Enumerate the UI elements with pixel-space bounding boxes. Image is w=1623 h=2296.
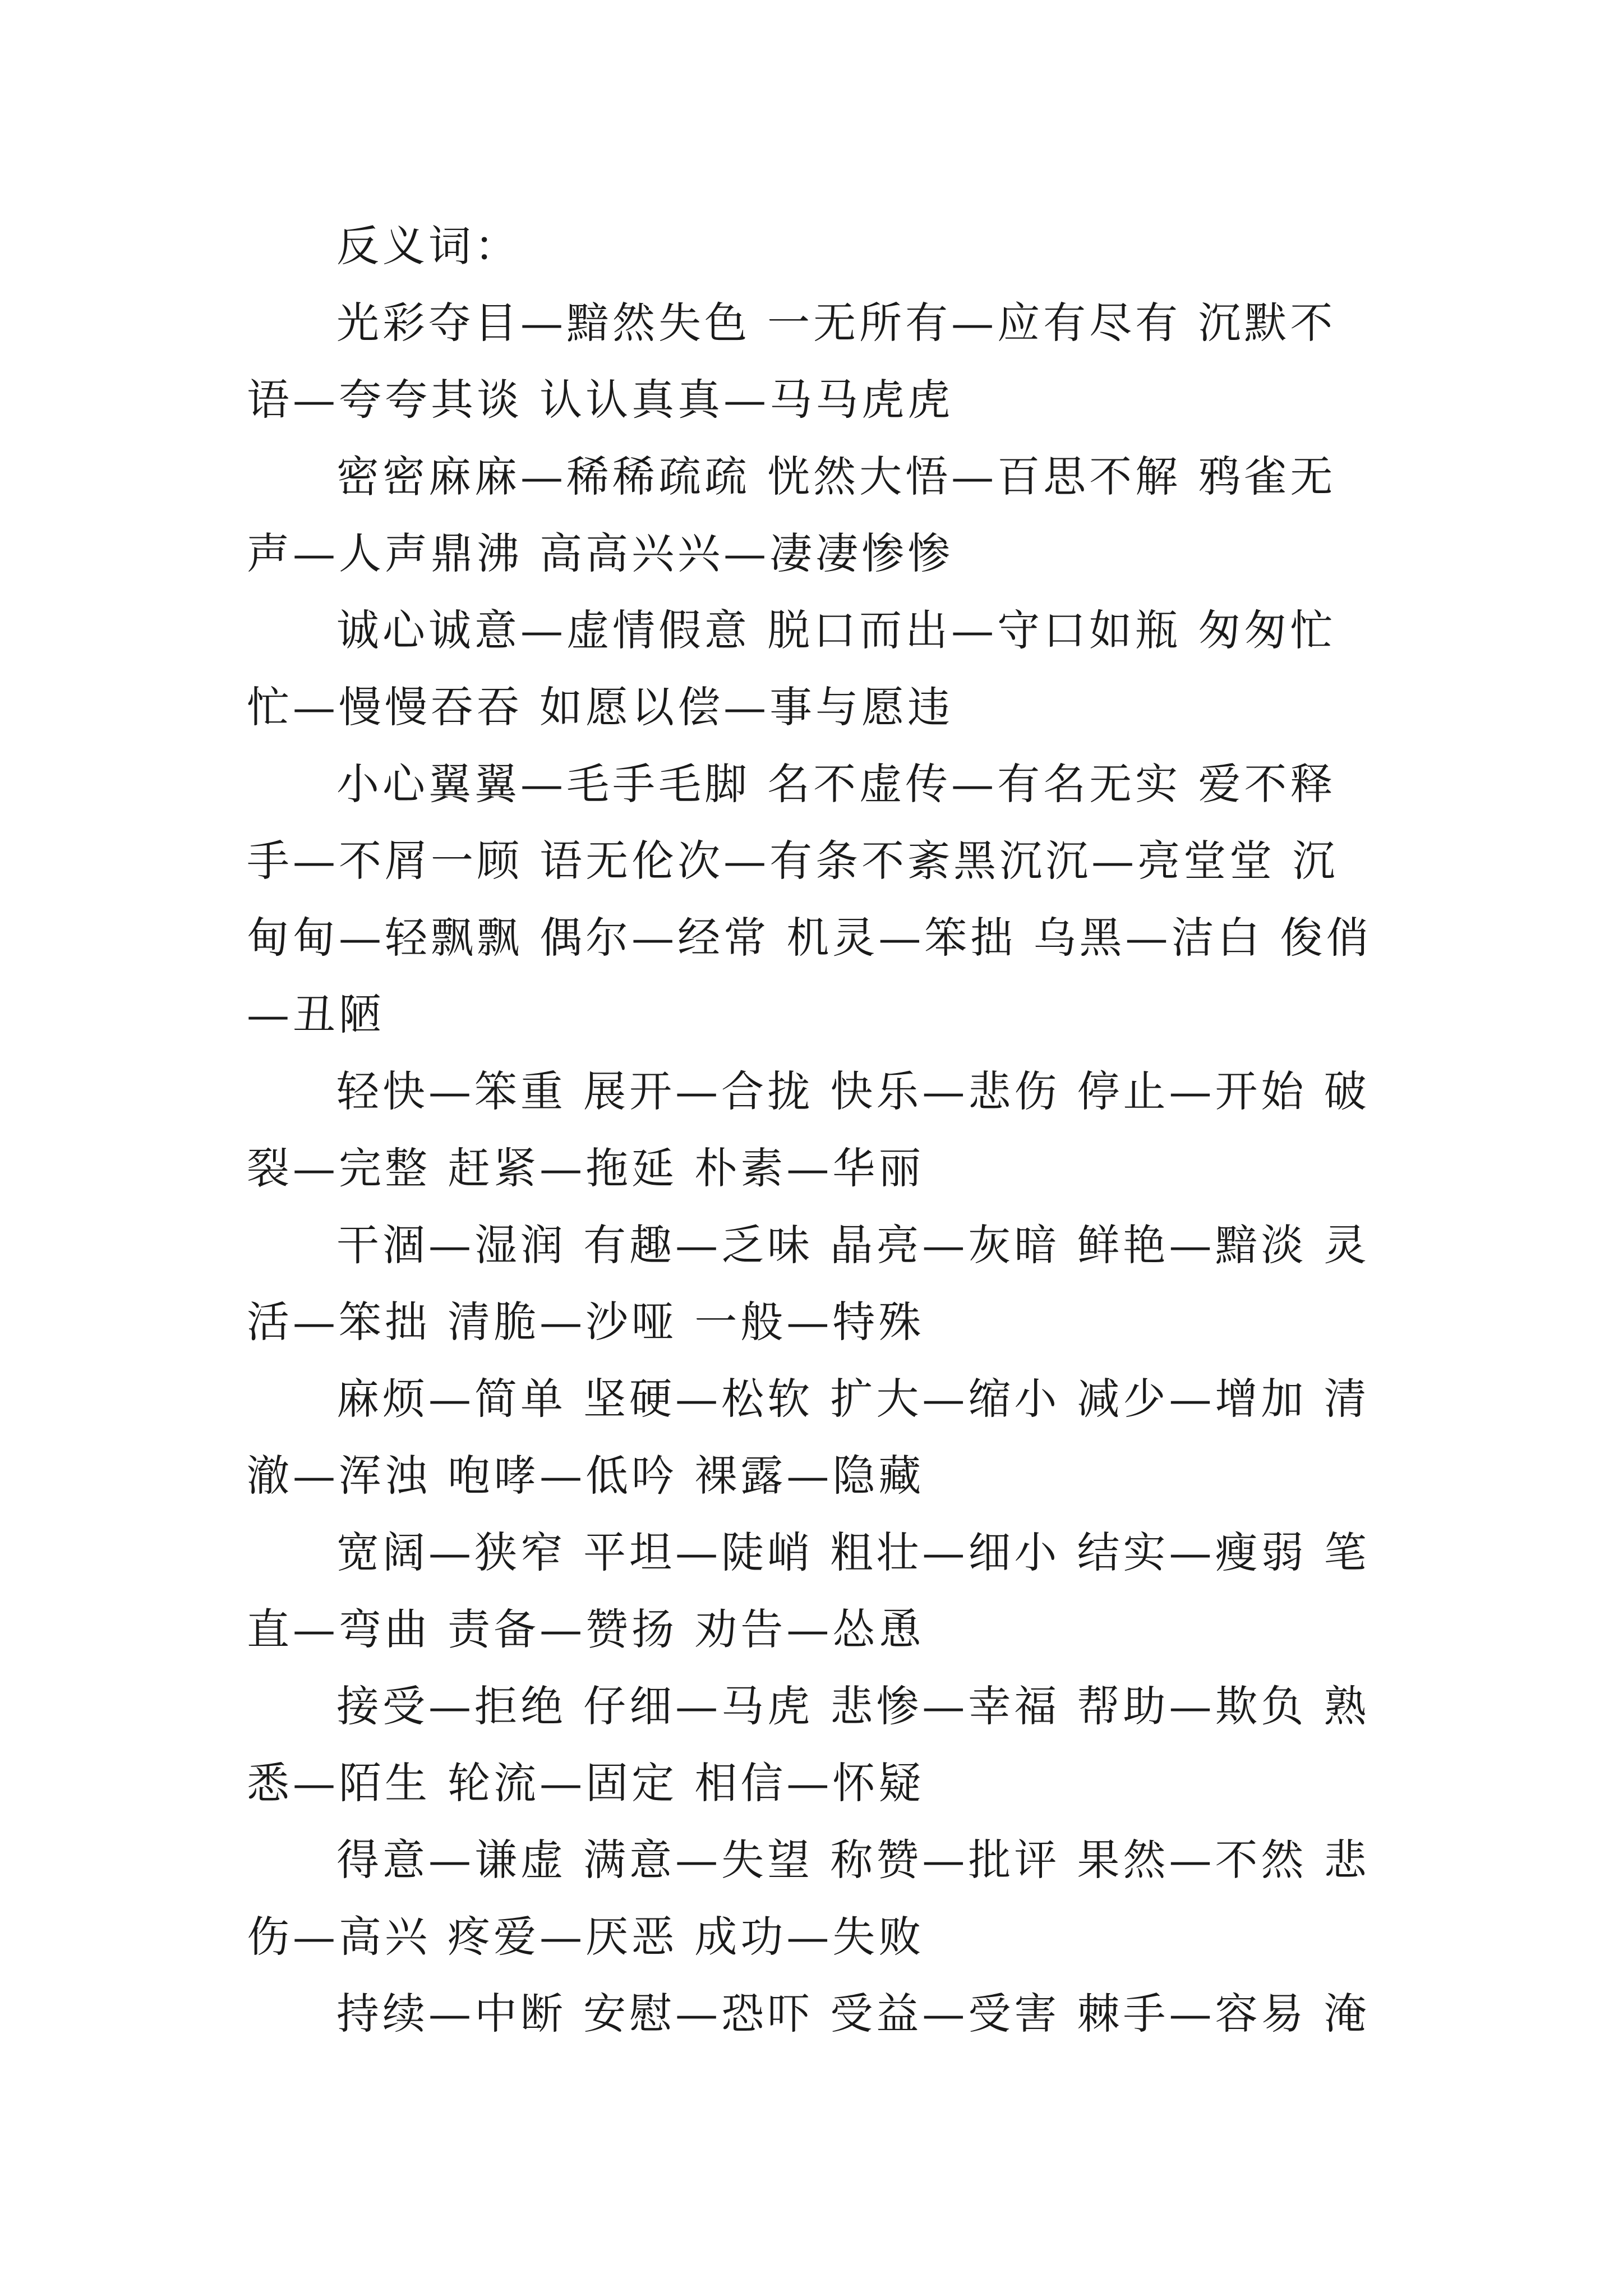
paragraph-9: 接受—拒绝 仔细—马虎 悲惨—幸福 帮助—欺负 熟悉—陌生 轮流—固定 相信—怀疑 [247, 1681, 1370, 1808]
paragraph-11: 持续—中断 安慰—恐吓 受益—受害 棘手—容易 淹 [336, 1989, 1370, 2039]
paragraph-4: 小心翼翼—毛手毛脚 名不虚传—有名无实 爱不释手—不屑一顾 语无伦次—有条不紊黑沉沉—亮堂堂 沉甸甸—轻飘飘 偶尔—经常 机灵—笨拙 乌黑—洁白 俊俏—丑陋 [247, 759, 1372, 1039]
paragraph-3: 诚心诚意—虚情假意 脱口而出—守口如瓶 匆匆忙忙—慢慢吞吞 如愿以偿—事与愿违 [247, 605, 1336, 732]
heading-antonyms: 反义词： [336, 221, 520, 271]
document-body [247, 208, 1380, 2052]
paragraph-6: 干涸—湿润 有趣—乏味 晶亮—灰暗 鲜艳—黯淡 灵活—笨拙 清脆—沙哑 一般—特殊 [247, 1220, 1370, 1347]
paragraph-5: 轻快—笨重 展开—合拢 快乐—悲伤 停止—开始 破裂—完整 赶紧—拖延 朴素—华丽 [247, 1066, 1370, 1193]
paragraph-1: 光彩夺目—黯然失色 一无所有—应有尽有 沉默不语—夸夸其谈 认认真真—马马虎虎 [247, 298, 1336, 425]
paragraph-2: 密密麻麻—稀稀疏疏 恍然大悟—百思不解 鸦雀无声—人声鼎沸 高高兴兴—凄凄惨惨 [247, 452, 1336, 578]
paragraph-10: 得意—谦虚 满意—失望 称赞—批评 果然—不然 悲伤—高兴 疼爱—厌恶 成功—失败 [247, 1835, 1370, 1962]
paragraph-8: 宽阔—狭窄 平坦—陡峭 粗壮—细小 结实—瘦弱 笔直—弯曲 责备—赞扬 劝告—怂恿 [247, 1527, 1370, 1654]
paragraph-7: 麻烦—简单 坚硬—松软 扩大—缩小 减少—增加 清澈—浑浊 咆哮—低吟 裸露—隐藏 [247, 1374, 1370, 1501]
